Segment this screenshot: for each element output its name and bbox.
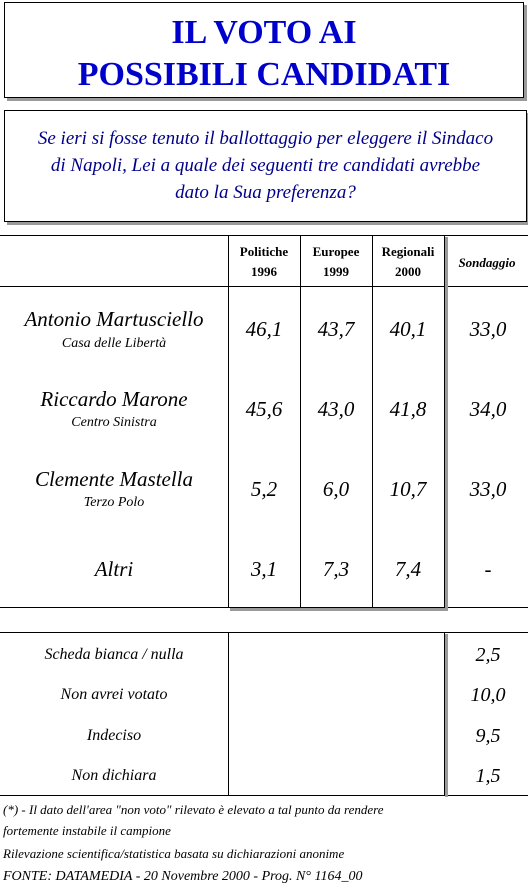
value-mastella-regionali: 10,7 — [389, 477, 427, 501]
candidate-name-altri: Altri — [94, 557, 134, 581]
value-martusciello-sondaggio: 33,0 — [469, 317, 507, 341]
page-title-line-2: POSSIBILI CANDIDATI — [77, 56, 451, 93]
non-vote-divider-1 — [228, 632, 229, 796]
header-separator — [0, 286, 528, 287]
col-header-politiche-label: Politiche — [239, 244, 289, 259]
row-label-indeciso: Indeciso — [86, 727, 142, 744]
col-header-europee-1999 — [300, 242, 372, 282]
value-marone-europee: 43,0 — [317, 397, 355, 421]
non-vote-top-border — [0, 632, 528, 633]
candidate-party-marone: Centro Sinistra — [71, 415, 157, 430]
footnote-methodology: Rilevazione scientifica/statistica basata su dichiarazioni anonime — [3, 846, 345, 861]
value-altri-sondaggio: - — [484, 557, 492, 581]
row-value-non-avrei-votato: 10,0 — [470, 684, 506, 706]
question-line-1: Se ieri si fosse tenuto il ballottaggio per eleggere il Sindaco — [37, 128, 494, 149]
row-label-non-dichiara: Non dichiara — [71, 767, 157, 784]
candidate-name-marone: Riccardo Marone — [40, 387, 188, 411]
page-title-line-1: IL VOTO AI — [171, 14, 357, 51]
candidate-name-mastella: Clemente Mastella — [34, 467, 194, 491]
question-line-3: dato la Sua preferenza? — [175, 182, 356, 203]
row-value-non-dichiara: 1,5 — [475, 765, 501, 787]
value-mastella-europee: 6,0 — [322, 477, 350, 501]
question-line-2: di Napoli, Lei a quale dei seguenti tre candidati avrebbe — [50, 155, 481, 176]
col-header-politiche-year: 1996 — [251, 264, 277, 279]
table-shadow-horizontal — [230, 608, 448, 611]
value-marone-regionali: 41,8 — [389, 397, 427, 421]
col-header-politiche-1996 — [228, 242, 300, 282]
candidate-party-mastella: Terzo Polo — [83, 495, 145, 510]
non-vote-bottom-border — [0, 795, 528, 796]
col-header-sondaggio: Sondaggio — [458, 255, 516, 270]
value-martusciello-regionali: 40,1 — [389, 317, 427, 341]
row-value-indeciso: 9,5 — [475, 725, 501, 747]
candidate-name-martusciello: Antonio Martusciello — [24, 307, 204, 331]
value-marone-sondaggio: 34,0 — [469, 397, 507, 421]
col-header-europee-year: 1999 — [323, 264, 349, 279]
value-altri-regionali: 7,4 — [394, 557, 422, 581]
col-header-regionali-label: Regionali — [381, 244, 435, 259]
table-shadow-vertical — [445, 237, 448, 610]
value-altri-politiche: 3,1 — [250, 557, 278, 581]
value-martusciello-politiche: 46,1 — [245, 317, 283, 341]
value-marone-politiche: 45,6 — [245, 397, 283, 421]
title-box — [4, 2, 524, 98]
col-header-regionali-2000 — [372, 242, 444, 282]
value-martusciello-europee: 43,7 — [317, 317, 355, 341]
table-top-border — [0, 235, 528, 236]
candidate-party-martusciello: Casa delle Libertà — [61, 336, 167, 351]
col-header-europee-label: Europee — [312, 244, 360, 259]
footnote-non-voto-line-1: (*) - Il dato dell'area "non voto" rilevato è elevato a tal punto da rendere — [3, 802, 384, 817]
col-header-regionali-year: 2000 — [395, 264, 421, 279]
value-altri-europee: 7,3 — [322, 557, 350, 581]
row-label-non-avrei-votato: Non avrei votato — [60, 686, 168, 703]
footnote-non-voto-line-2: fortemente instabile il campione — [3, 823, 171, 838]
row-value-scheda-bianca: 2,5 — [475, 644, 501, 666]
source-credit: FONTE: DATAMEDIA - 20 Novembre 2000 - Prog. N° 1164_00 — [3, 869, 363, 884]
question-box — [4, 110, 527, 222]
row-label-scheda-bianca: Scheda bianca / nulla — [44, 646, 184, 663]
value-mastella-sondaggio: 33,0 — [469, 477, 507, 501]
value-mastella-politiche: 5,2 — [250, 477, 278, 501]
